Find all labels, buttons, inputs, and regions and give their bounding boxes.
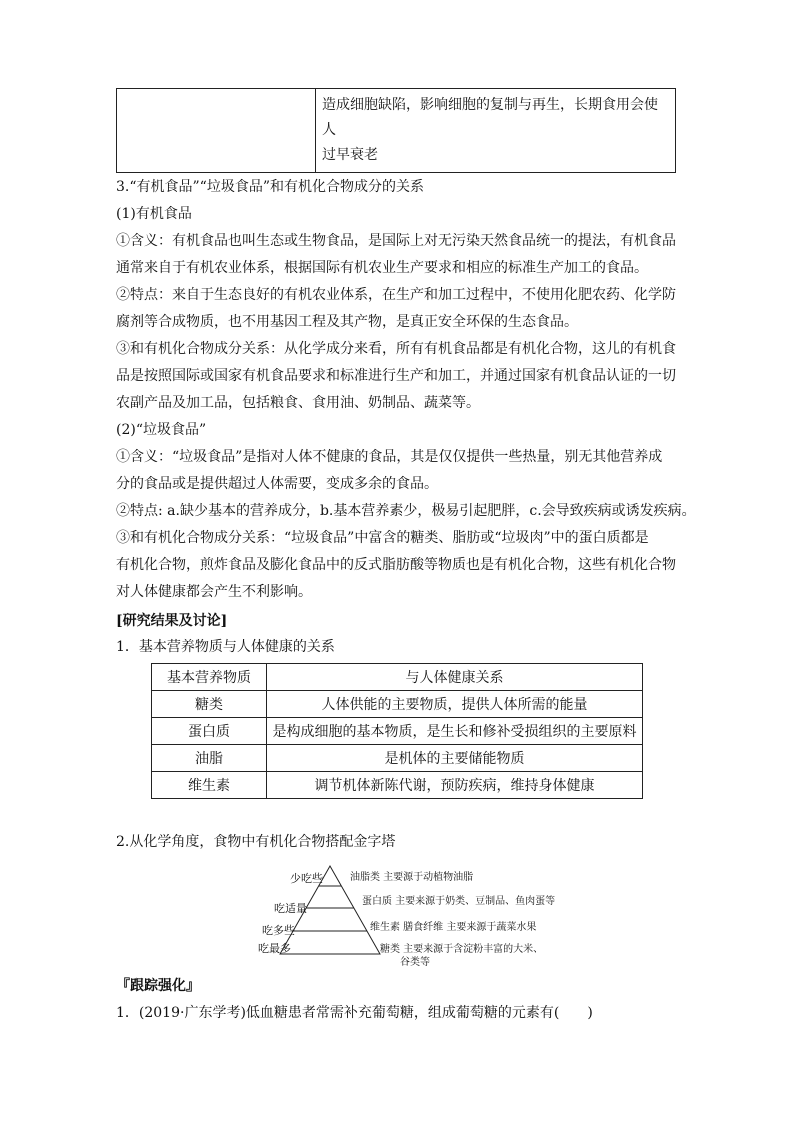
paragraph-line: 有机化合物，煎炸食品及膨化食品中的反式脂肪酸等物质也是有机化合物，这些有机化合物 — [116, 557, 676, 573]
table-cell-empty — [117, 89, 316, 173]
table-cell: 蛋白质 — [152, 718, 267, 745]
column-header: 基本营养物质 — [152, 664, 267, 691]
paragraph-line: 通常来自于有机农业体系，根据国际有机农业生产要求和相应的标准生产加工的食品。 — [116, 260, 648, 276]
table-row — [152, 745, 643, 772]
continuation-table — [116, 88, 676, 173]
pyramid-right-label: 油脂类 主要源于动植物油脂 — [350, 872, 474, 883]
food-pyramid-diagram — [250, 862, 580, 972]
list-item-heading: 1．基本营养物质与人体健康的关系 — [116, 639, 335, 655]
research-tag: [研究结果及讨论] — [116, 613, 228, 629]
table-cell-text — [316, 89, 676, 173]
paragraph-line: ①含义：有机食品也叫生态或生物食品，是国际上对无污染天然食品统一的提法，有机食品 — [116, 233, 676, 249]
pyramid-right-label: 维生素 膳食纤维 主要来源于蔬菜水果 — [370, 922, 537, 933]
table-row — [117, 89, 676, 173]
pyramid-left-label: 吃最多 — [258, 942, 291, 955]
table-row — [152, 772, 643, 799]
paragraph-line: 腐剂等合成物质，也不用基因工程及其产物，是真正安全环保的生态食品。 — [116, 314, 578, 330]
paragraph-line: ①含义：“垃圾食品”是指对人体不健康的食品，其是仅仅提供一些热量，别无其他营养成 — [116, 449, 663, 465]
column-header: 与人体健康关系 — [267, 664, 643, 691]
table-cell: 人体供能的主要物质，提供人体所需的能量 — [267, 691, 643, 718]
question-item: 1．(2019·广东学考)低血糖患者常需补充葡萄糖，组成葡萄糖的元素有( ) — [116, 1005, 593, 1021]
pyramid-left-label: 吃适量 — [274, 902, 307, 915]
table-header-row — [152, 664, 643, 691]
pyramid-left-label: 少吃些 — [290, 872, 323, 885]
nutrition-table — [151, 663, 643, 799]
subheading: (2)“垃圾食品” — [116, 422, 207, 438]
subheading: (1)有机食品 — [116, 206, 192, 222]
table-cell: 油脂 — [152, 745, 267, 772]
paragraph-line: 对人体健康都会产生不利影响。 — [116, 584, 312, 600]
cell-line: 过早衰老 — [322, 147, 378, 163]
paragraph-line: ③和有机化合物成分关系：“垃圾食品”中富含的糖类、脂肪或“垃圾肉”中的蛋白质都是 — [116, 530, 649, 546]
section-heading: 3.“有机食品”“垃圾食品”和有机化合物成分的关系 — [116, 179, 424, 195]
cell-line: 造成细胞缺陷，影响细胞的复制与再生，长期食用会使人 — [322, 97, 658, 138]
pyramid-left-label: 吃多些 — [262, 924, 295, 937]
follow-up-tag: 『跟踪强化』 — [116, 978, 200, 994]
paragraph-line: ②特点：来自于生态良好的有机农业体系，在生产和加工过程中，不使用化肥农药、化学防 — [116, 287, 676, 303]
paragraph-line: ③和有机化合物成分关系：从化学成分来看，所有有机食品都是有机化合物，这儿的有机食 — [116, 341, 676, 357]
table-cell: 是构成细胞的基本物质，是生长和修补受损组织的主要原料 — [267, 718, 643, 745]
pyramid-right-label: 蛋白质 主要来源于奶类、豆制品、鱼肉蛋等 — [362, 896, 556, 907]
table-cell: 调节机体新陈代谢，预防疾病，维持身体健康 — [267, 772, 643, 799]
table-row — [152, 718, 643, 745]
pyramid-right-label: 糖类 主要来源于含淀粉丰富的大米、 — [380, 944, 544, 955]
table-row — [152, 691, 643, 718]
paragraph-line: 分的食品或是提供超过人体需要，变成多余的食品。 — [116, 476, 438, 492]
list-item-heading: 2.从化学角度，食物中有机化合物搭配金字塔 — [116, 834, 396, 850]
paragraph-line: 农副产品及加工品，包括粮食、食用油、奶制品、蔬菜等。 — [116, 395, 480, 411]
table-cell: 是机体的主要储能物质 — [267, 745, 643, 772]
paragraph-line: ②特点: a.缺少基本的营养成分，b.基本营养素少，极易引起肥胖，c.会导致疾病或诱发疾病。 — [116, 503, 696, 519]
pyramid-right-label: 谷类等 — [400, 957, 430, 968]
table-cell: 维生素 — [152, 772, 267, 799]
table-cell: 糖类 — [152, 691, 267, 718]
paragraph-line: 品是按照国际或国家有机食品要求和标准进行生产和加工，并通过国家有机食品认证的一切 — [116, 368, 676, 384]
